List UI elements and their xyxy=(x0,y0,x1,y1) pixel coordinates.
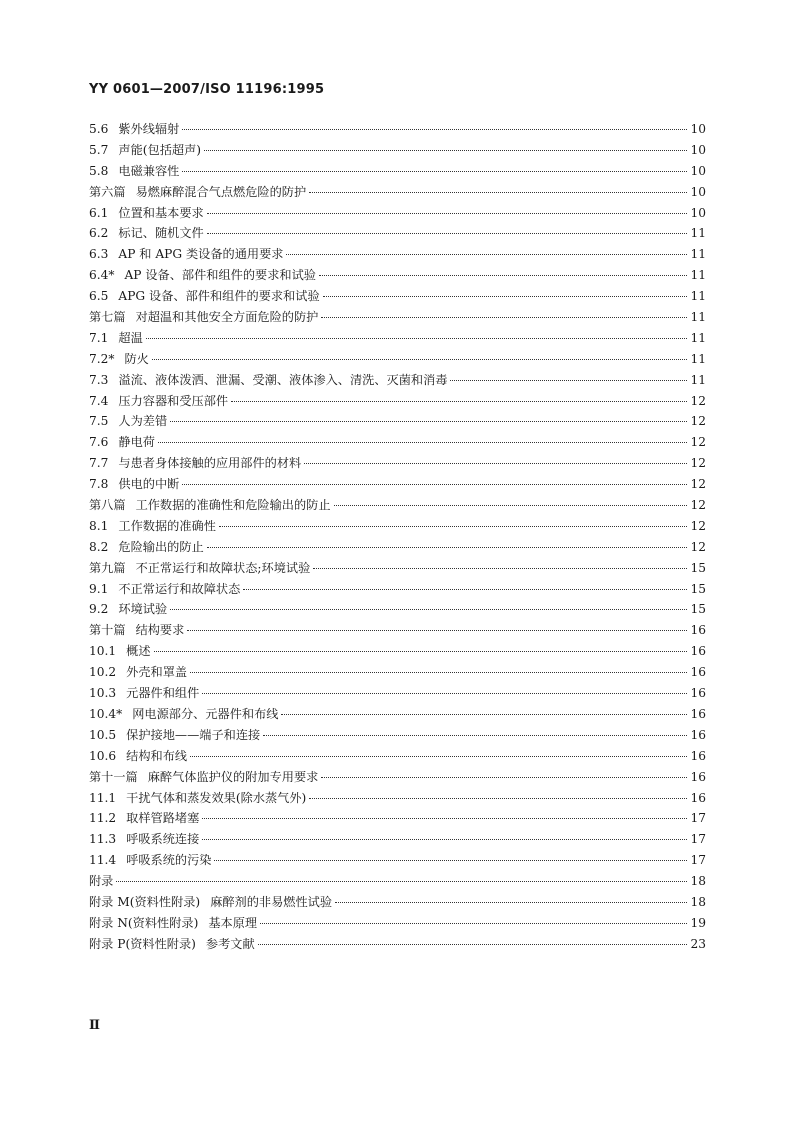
toc-entry-number: 第十篇 xyxy=(89,623,126,638)
toc-entry-page: 16 xyxy=(690,686,706,701)
toc-entry[interactable] xyxy=(89,809,706,830)
toc-entry[interactable] xyxy=(89,224,706,245)
toc-entry-page: 16 xyxy=(690,790,706,805)
toc-entry-page: 11 xyxy=(690,289,706,304)
toc-entry-number: 6.2 xyxy=(89,226,109,241)
toc-entry[interactable] xyxy=(89,663,706,684)
toc-entry-page: 12 xyxy=(690,414,706,429)
dot-leader xyxy=(321,777,687,778)
toc-entry-page: 11 xyxy=(690,226,706,241)
dot-leader xyxy=(207,547,688,548)
toc-entry[interactable] xyxy=(89,789,706,810)
dot-leader xyxy=(323,296,688,297)
toc-entry-title: 标记、随机文件 xyxy=(118,226,204,241)
toc-entry-number: 5.6 xyxy=(89,122,109,136)
toc-entry-number: 11.4 xyxy=(89,853,117,868)
toc-entry-page: 10 xyxy=(690,163,706,178)
toc-entry-title: 结构要求 xyxy=(135,623,185,638)
toc-entry-title: 取样管路堵塞 xyxy=(126,811,200,826)
toc-entry-title: 干扰气体和蒸发效果(除水蒸气外) xyxy=(126,790,307,805)
dot-leader xyxy=(243,589,687,590)
toc-entry-title: 位置和基本要求 xyxy=(118,205,204,220)
toc-entry-number: 附录 P(资料性附录) xyxy=(89,936,196,951)
toc-entry-page: 18 xyxy=(690,874,706,889)
dot-leader xyxy=(309,798,687,799)
toc-entry-title: 不正常运行和故障状态 xyxy=(118,581,241,596)
toc-entry-number: 第六篇 xyxy=(89,184,126,199)
toc-entry-page: 16 xyxy=(690,769,706,784)
dot-leader xyxy=(321,317,687,318)
toc-entry-page: 12 xyxy=(690,393,706,408)
dot-leader xyxy=(309,192,687,193)
toc-entry[interactable] xyxy=(89,768,706,789)
dot-leader xyxy=(258,944,688,945)
toc-entry[interactable] xyxy=(89,914,706,935)
toc-entry-page: 10 xyxy=(690,122,706,136)
dot-leader xyxy=(204,150,687,151)
toc-entry-page: 11 xyxy=(690,330,706,345)
toc-entry[interactable] xyxy=(89,350,706,371)
dot-leader xyxy=(170,609,687,610)
toc-entry-page: 18 xyxy=(690,894,706,909)
table-of-contents xyxy=(89,120,706,956)
toc-entry[interactable] xyxy=(89,204,706,225)
toc-entry-number: 9.1 xyxy=(89,581,109,596)
dot-leader xyxy=(182,171,687,172)
toc-entry-number: 7.6 xyxy=(89,435,109,450)
toc-entry-number: 6.5 xyxy=(89,289,109,304)
dot-leader xyxy=(313,568,687,569)
toc-entry-page: 16 xyxy=(690,727,706,742)
toc-entry-number: 6.1 xyxy=(89,205,109,220)
dot-leader xyxy=(152,359,688,360)
toc-entry[interactable] xyxy=(89,559,706,580)
toc-entry-page: 17 xyxy=(690,853,706,868)
toc-entry[interactable] xyxy=(89,705,706,726)
dot-leader xyxy=(182,129,687,130)
toc-entry-number: 附录 xyxy=(89,874,114,889)
dot-leader xyxy=(319,275,687,276)
toc-entry[interactable] xyxy=(89,621,706,642)
toc-entry-number: 7.7 xyxy=(89,456,109,471)
dot-leader xyxy=(202,839,687,840)
toc-entry-page: 12 xyxy=(690,518,706,533)
toc-entry-page: 10 xyxy=(690,184,706,199)
dot-leader xyxy=(187,630,687,631)
toc-entry[interactable] xyxy=(89,538,706,559)
toc-entry[interactable] xyxy=(89,183,706,204)
toc-entry[interactable] xyxy=(89,329,706,350)
toc-entry-title: 供电的中断 xyxy=(118,477,180,492)
toc-entry-title: 紫外线辐射 xyxy=(118,122,180,136)
toc-entry-number: 11.2 xyxy=(89,811,117,826)
toc-entry-title: 保护接地——端子和连接 xyxy=(126,727,261,742)
toc-entry-page: 12 xyxy=(690,435,706,450)
toc-entry[interactable] xyxy=(89,308,706,329)
dot-leader xyxy=(260,923,687,924)
toc-entry[interactable] xyxy=(89,245,706,266)
toc-entry-title: 静电荷 xyxy=(118,435,155,450)
toc-entry[interactable] xyxy=(89,496,706,517)
toc-entry-page: 15 xyxy=(690,581,706,596)
toc-entry-page: 12 xyxy=(690,539,706,554)
toc-entry-title: 对超温和其他安全方面危险的防护 xyxy=(135,310,319,325)
toc-entry-number: 10.3 xyxy=(89,686,117,701)
toc-entry-page: 11 xyxy=(690,310,706,325)
toc-entry-number: 8.2 xyxy=(89,539,109,554)
toc-entry-page: 10 xyxy=(690,205,706,220)
toc-entry-page: 11 xyxy=(690,268,706,283)
toc-entry-number: 7.5 xyxy=(89,414,109,429)
toc-entry-title: 声能(包括超声) xyxy=(118,142,202,157)
toc-entry[interactable] xyxy=(89,141,706,162)
toc-entry-page: 11 xyxy=(690,372,706,387)
toc-entry[interactable] xyxy=(89,412,706,433)
toc-entry[interactable] xyxy=(89,162,706,183)
toc-entry-title: 工作数据的准确性 xyxy=(118,518,216,533)
toc-entry-number: 5.8 xyxy=(89,163,109,178)
dot-leader xyxy=(190,756,687,757)
toc-entry-page: 17 xyxy=(690,811,706,826)
toc-entry-title: 概述 xyxy=(126,644,151,659)
toc-entry-title: 外壳和罩盖 xyxy=(126,665,188,680)
dot-leader xyxy=(334,505,688,506)
toc-entry-title: 麻醉剂的非易燃性试验 xyxy=(210,894,333,909)
toc-entry-number: 11.3 xyxy=(89,832,117,847)
toc-entry[interactable] xyxy=(89,872,706,893)
dot-leader xyxy=(182,484,687,485)
page-number: Ⅱ xyxy=(89,1018,100,1033)
toc-entry[interactable] xyxy=(89,120,706,141)
dot-leader xyxy=(202,693,687,694)
dot-leader xyxy=(207,213,688,214)
toc-entry-page: 16 xyxy=(690,665,706,680)
toc-entry-title: APG 设备、部件和组件的要求和试验 xyxy=(118,289,320,304)
toc-entry-title: AP 和 APG 类设备的通用要求 xyxy=(118,247,284,262)
toc-entry-number: 7.3 xyxy=(89,372,109,387)
toc-entry-number: 第十一篇 xyxy=(89,769,138,784)
dot-leader xyxy=(214,860,687,861)
toc-entry-number: 7.1 xyxy=(89,330,109,345)
toc-entry-title: 环境试验 xyxy=(118,602,168,617)
dot-leader xyxy=(450,380,687,381)
toc-entry-title: 不正常运行和故障状态;环境试验 xyxy=(135,560,311,575)
toc-entry-number: 第九篇 xyxy=(89,560,126,575)
toc-entry-title: 结构和布线 xyxy=(126,748,188,763)
toc-entry[interactable] xyxy=(89,935,706,956)
toc-entry-title: 元器件和组件 xyxy=(126,686,200,701)
dot-leader xyxy=(170,421,687,422)
toc-entry-title: 人为差错 xyxy=(118,414,168,429)
toc-entry[interactable] xyxy=(89,684,706,705)
standard-number-header: YY 0601—2007/ISO 11196:1995 xyxy=(89,82,325,97)
toc-entry-page: 11 xyxy=(690,351,706,366)
toc-entry-page: 12 xyxy=(690,456,706,471)
toc-entry-title: AP 设备、部件和组件的要求和试验 xyxy=(124,268,316,283)
toc-entry[interactable] xyxy=(89,642,706,663)
toc-entry-number: 7.4 xyxy=(89,393,109,408)
dot-leader xyxy=(154,651,688,652)
toc-entry-title: 麻醉气体监护仪的附加专用要求 xyxy=(147,769,319,784)
toc-entry-number: 7.2* xyxy=(89,351,115,366)
toc-entry-number: 10.2 xyxy=(89,665,117,680)
toc-entry-page: 17 xyxy=(690,832,706,847)
toc-entry-page: 12 xyxy=(690,477,706,492)
toc-entry-page: 19 xyxy=(690,915,706,930)
toc-entry-page: 15 xyxy=(690,602,706,617)
toc-entry-title: 呼吸系统的污染 xyxy=(126,853,212,868)
toc-entry-title: 防火 xyxy=(124,351,149,366)
toc-entry-number: 7.8 xyxy=(89,477,109,492)
toc-entry-number: 10.1 xyxy=(89,644,117,659)
toc-entry[interactable] xyxy=(89,392,706,413)
toc-entry-title: 电磁兼容性 xyxy=(118,163,180,178)
toc-entry-number: 10.5 xyxy=(89,727,117,742)
toc-entry-title: 基本原理 xyxy=(208,915,258,930)
dot-leader xyxy=(231,401,687,402)
dot-leader xyxy=(190,672,687,673)
toc-entry[interactable] xyxy=(89,747,706,768)
dot-leader xyxy=(335,902,687,903)
toc-entry-page: 11 xyxy=(690,247,706,262)
dot-leader xyxy=(158,442,688,443)
toc-entry[interactable] xyxy=(89,454,706,475)
toc-entry-title: 与患者身体接触的应用部件的材料 xyxy=(118,456,302,471)
toc-entry-page: 16 xyxy=(690,644,706,659)
toc-entry-page: 16 xyxy=(690,706,706,721)
dot-leader xyxy=(219,526,688,527)
toc-entry-title: 溢流、液体泼洒、泄漏、受潮、液体渗入、清洗、灭菌和消毒 xyxy=(118,372,448,387)
toc-entry-page: 10 xyxy=(690,142,706,157)
dot-leader xyxy=(116,881,687,882)
toc-entry[interactable] xyxy=(89,371,706,392)
toc-entry-page: 16 xyxy=(690,623,706,638)
dot-leader xyxy=(304,463,687,464)
toc-entry-number: 10.6 xyxy=(89,748,117,763)
toc-entry-title: 参考文献 xyxy=(205,936,255,951)
toc-entry-title: 工作数据的准确性和危险输出的防止 xyxy=(135,498,331,513)
toc-entry-number: 6.3 xyxy=(89,247,109,262)
toc-entry-number: 附录 N(资料性附录) xyxy=(89,915,199,930)
toc-entry-title: 压力容器和受压部件 xyxy=(118,393,229,408)
toc-entry[interactable] xyxy=(89,726,706,747)
toc-entry[interactable] xyxy=(89,830,706,851)
toc-entry[interactable] xyxy=(89,580,706,601)
toc-entry[interactable] xyxy=(89,600,706,621)
toc-entry[interactable] xyxy=(89,893,706,914)
toc-entry[interactable] xyxy=(89,287,706,308)
toc-entry-page: 12 xyxy=(690,498,706,513)
toc-entry[interactable] xyxy=(89,517,706,538)
toc-entry-number: 8.1 xyxy=(89,518,109,533)
dot-leader xyxy=(281,714,687,715)
toc-entry-number: 附录 M(资料性附录) xyxy=(89,894,201,909)
toc-entry-title: 呼吸系统连接 xyxy=(126,832,200,847)
toc-entry[interactable] xyxy=(89,475,706,496)
toc-entry-number: 第八篇 xyxy=(89,498,126,513)
toc-entry-number: 5.7 xyxy=(89,142,109,157)
dot-leader xyxy=(286,254,687,255)
toc-entry-page: 23 xyxy=(690,936,706,951)
toc-entry-number: 10.4* xyxy=(89,706,123,721)
toc-entry-number: 第七篇 xyxy=(89,310,126,325)
toc-entry[interactable] xyxy=(89,851,706,872)
toc-entry-number: 6.4* xyxy=(89,268,115,283)
toc-entry-number: 11.1 xyxy=(89,790,117,805)
toc-entry-title: 超温 xyxy=(118,330,143,345)
toc-entry-title: 网电源部分、元器件和布线 xyxy=(132,706,279,721)
dot-leader xyxy=(202,818,687,819)
dot-leader xyxy=(146,338,688,339)
toc-entry[interactable] xyxy=(89,266,706,287)
toc-entry[interactable] xyxy=(89,433,706,454)
toc-entry-number: 9.2 xyxy=(89,602,109,617)
toc-entry-page: 15 xyxy=(690,560,706,575)
toc-entry-page: 16 xyxy=(690,748,706,763)
toc-entry-title: 易燃麻醉混合气点燃危险的防护 xyxy=(135,184,307,199)
dot-leader xyxy=(263,735,687,736)
dot-leader xyxy=(207,233,688,234)
toc-entry-title: 危险输出的防止 xyxy=(118,539,204,554)
